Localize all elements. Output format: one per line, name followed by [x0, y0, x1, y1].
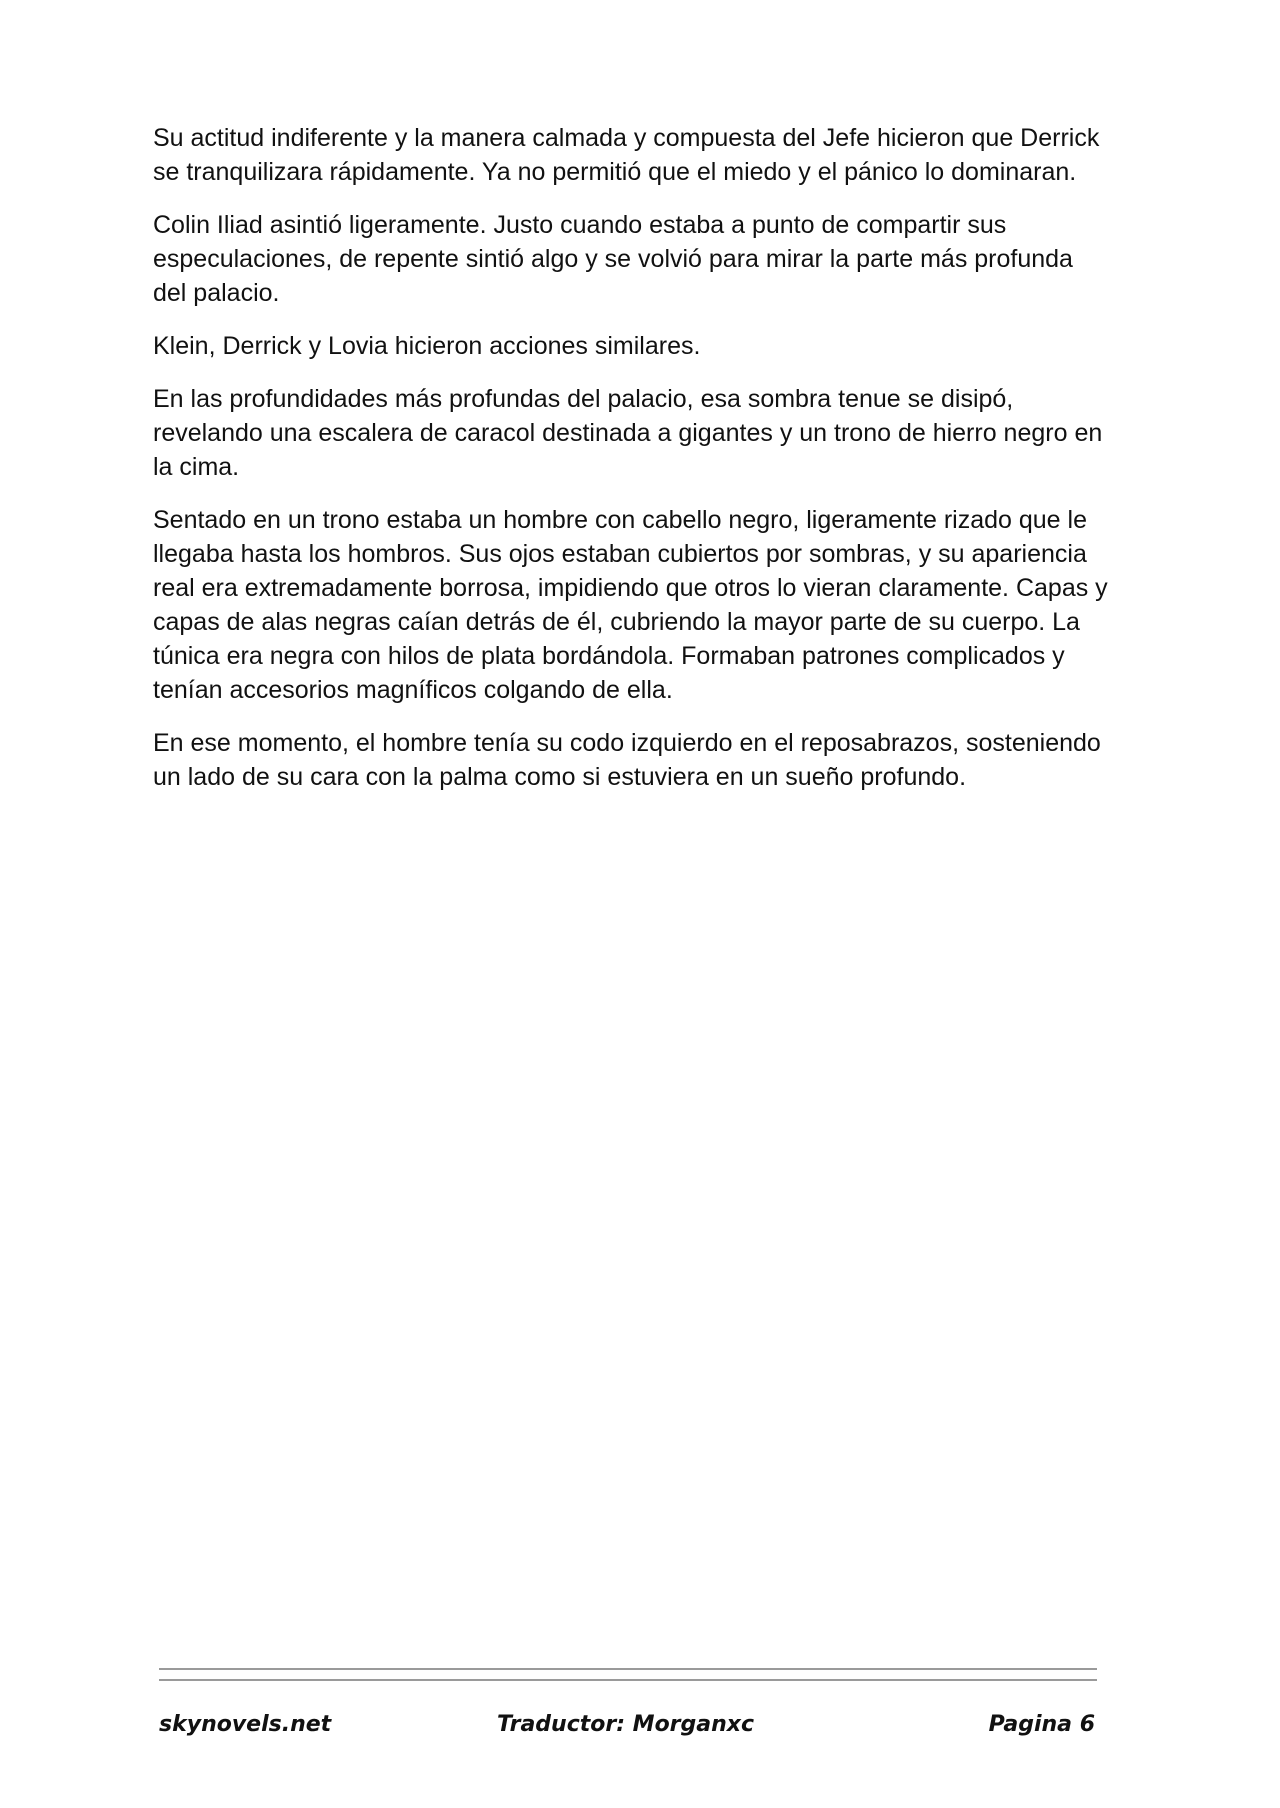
page-footer: [159, 1712, 1097, 1742]
footer-divider: [159, 1668, 1097, 1670]
paragraph: Sentado en un trono estaba un hombre con cabello negro, ligeramente rizado que le llegaba hasta los hombros. Sus ojos estaban cubiertos por sombras, y su apariencia real era extremadamente borrosa, impidiendo que otros lo vieran claramente. Capas y capas de alas negras caían detrás de él, cubriendo la mayor parte de su cuerpo. La túnica era negra con hilos de plata bordándola. Formaban patrones complicados y tenían accesorios magníficos colgando de ella.: [153, 506, 1108, 704]
body-text: [153, 121, 1113, 813]
footer-divider: [159, 1679, 1097, 1681]
paragraph: Klein, Derrick y Lovia hicieron acciones similares.: [153, 332, 701, 360]
paragraph: Colin Iliad asintió ligeramente. Justo cuando estaba a punto de compartir sus especulaciones, de repente sintió algo y se volvió para mirar la parte más profunda del palacio.: [153, 211, 1073, 307]
paragraph: En ese momento, el hombre tenía su codo izquierdo en el reposabrazos, sosteniendo un lado de su cara con la palma como si estuviera en un sueño profundo.: [153, 729, 1101, 791]
paragraph: En las profundidades más profundas del palacio, esa sombra tenue se disipó, revelando una escalera de caracol destinada a gigantes y un trono de hierro negro en la cima.: [153, 385, 1103, 481]
footer-site: skynovels.net: [159, 1712, 332, 1737]
footer-translator: Traductor: Morganxc: [497, 1712, 755, 1737]
paragraph: Su actitud indiferente y la manera calmada y compuesta del Jefe hicieron que Derrick se tranquilizara rápidamente. Ya no permitió que el miedo y el pánico lo dominaran.: [153, 124, 1100, 186]
footer-page-number: Pagina 6: [988, 1712, 1095, 1737]
